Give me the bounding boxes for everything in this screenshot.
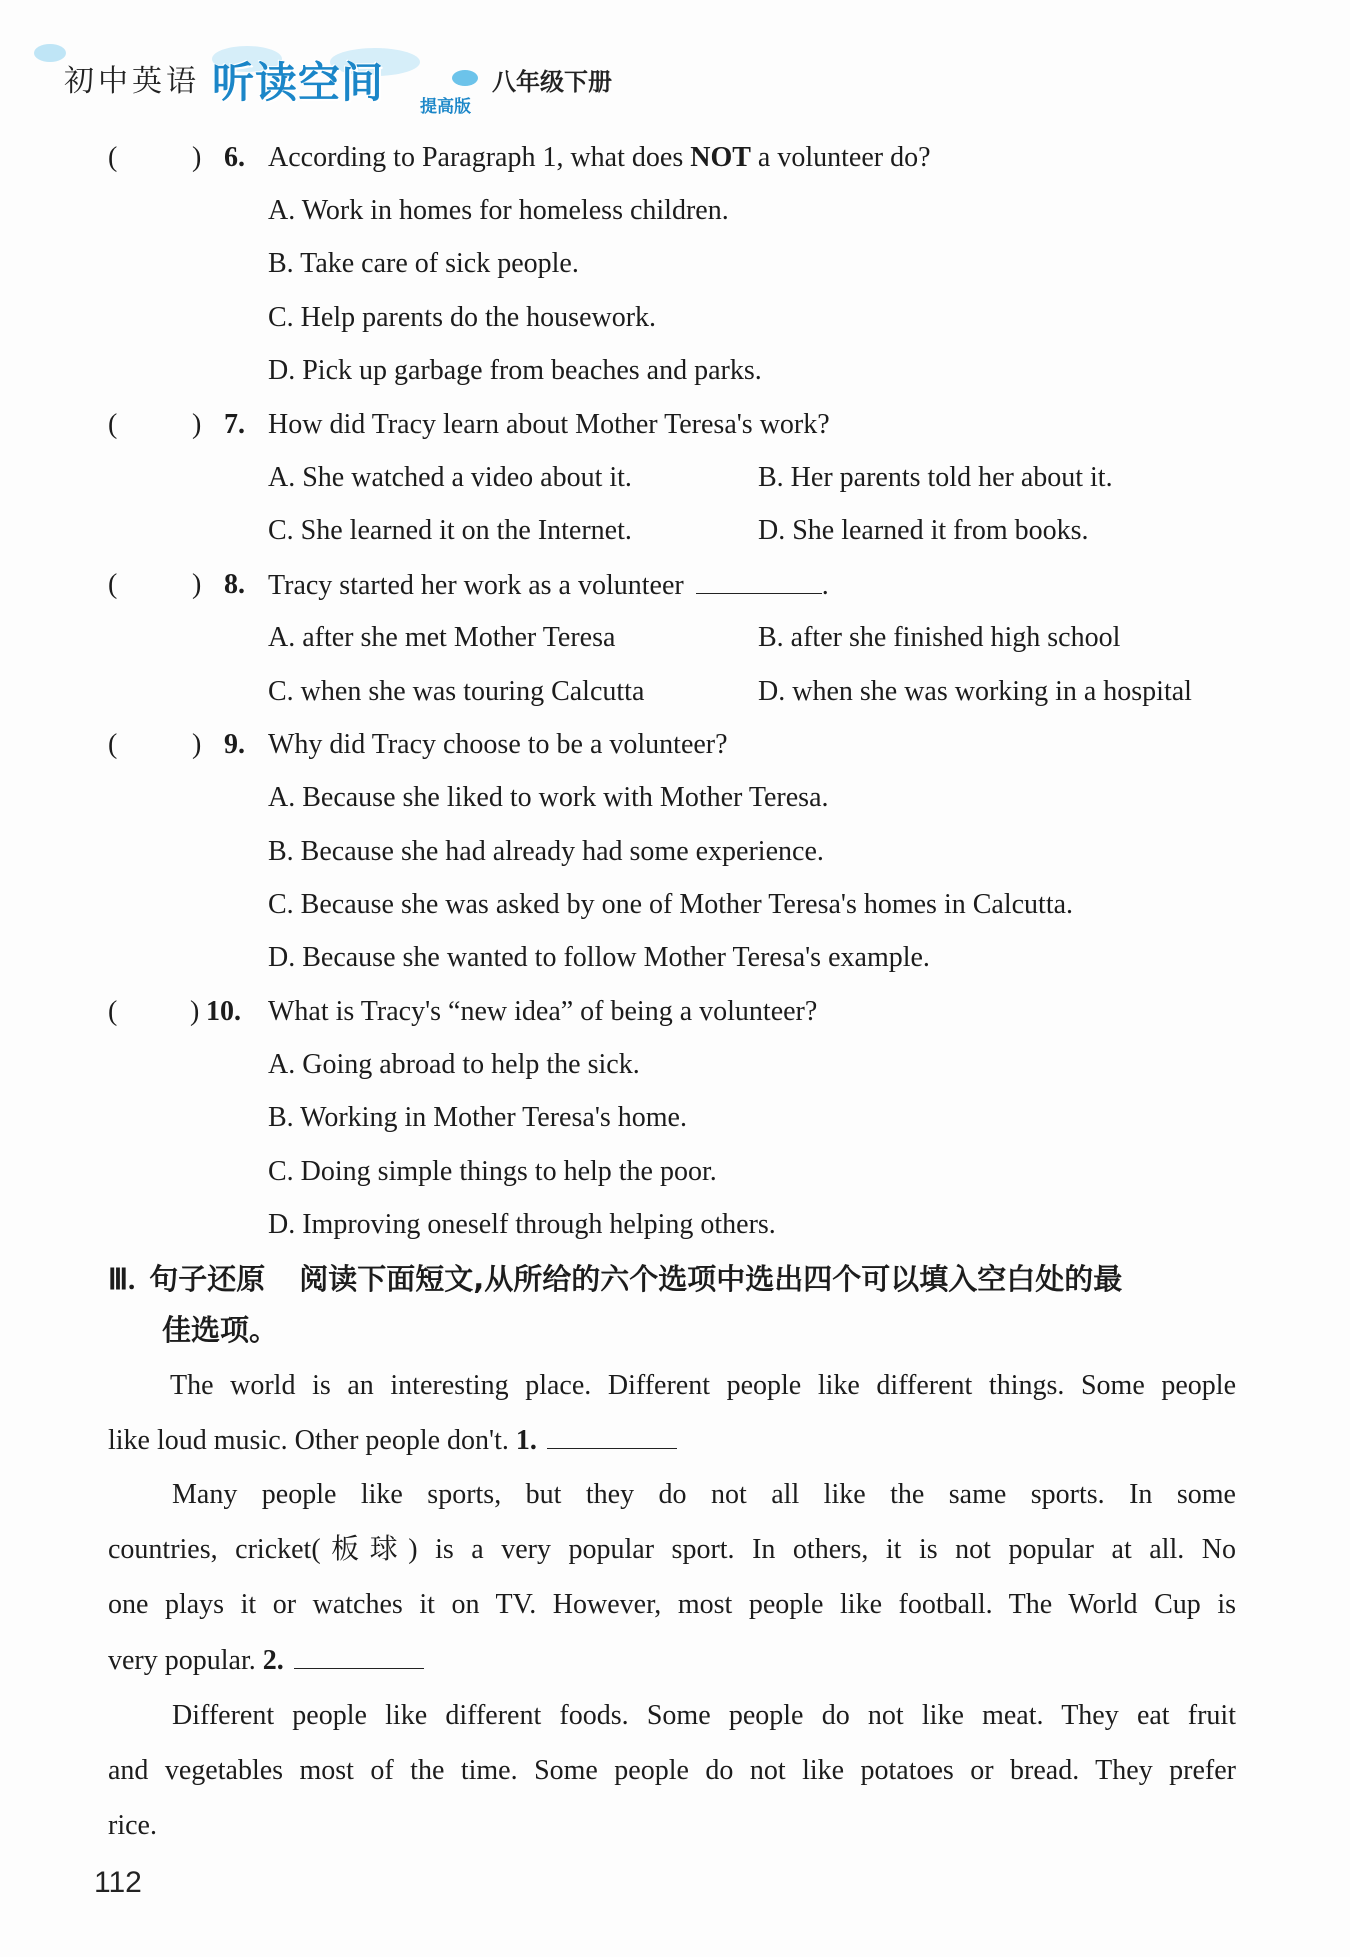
answer-paren-close: )	[192, 409, 202, 440]
section-instruction-continued: 佳选项。	[162, 1313, 279, 1347]
passage-line: rice.	[108, 1810, 157, 1841]
option-9b: B. Because she had already had some experience.	[268, 836, 824, 867]
passage-line: one plays it or watches it on TV. However, most people like football. The World Cup is	[108, 1589, 1236, 1620]
question-stem: How did Tracy learn about Mother Teresa's work?	[268, 409, 830, 440]
answer-paren-close: )	[192, 569, 202, 600]
question-stem: Why did Tracy choose to be a volunteer?	[268, 729, 728, 760]
book-grade-label: 八年级下册	[492, 68, 612, 96]
option-9a: A. Because she liked to work with Mother Teresa.	[268, 782, 829, 813]
option-8c: C. when she was touring Calcutta	[268, 676, 645, 707]
page-number: 112	[94, 1866, 142, 1899]
section-numeral: Ⅲ.	[108, 1264, 136, 1296]
question-stem: What is Tracy's “new idea” of being a volunteer?	[268, 996, 818, 1027]
option-6c: C. Help parents do the housework.	[268, 302, 657, 333]
answer-blank[interactable]	[696, 567, 822, 594]
question-number: 10.	[206, 996, 241, 1027]
section-3-heading	[108, 1252, 1248, 1307]
question-number: 6.	[224, 142, 245, 173]
answer-paren-open: (	[108, 729, 118, 760]
passage-line: very popular. 2.	[108, 1642, 424, 1679]
cloud-decoration-icon	[34, 44, 66, 62]
question-number: 9.	[224, 729, 245, 760]
answer-paren-close: )	[190, 996, 200, 1027]
blank-number: 2.	[262, 1645, 284, 1676]
option-6a: A. Work in homes for homeless children.	[268, 195, 729, 226]
option-7b: B. Her parents told her about it.	[758, 462, 1113, 493]
passage-line: Different people like different foods. Some people do not like meat. They eat fruit	[172, 1700, 1236, 1731]
option-7a: A. She watched a video about it.	[268, 462, 632, 493]
option-6b: B. Take care of sick people.	[268, 248, 579, 279]
page-header	[0, 0, 1350, 130]
section-instruction: 阅读下面短文,从所给的六个选项中选出四个可以填入空白处的最	[299, 1262, 1123, 1296]
book-series-prefix: 初中英语	[64, 64, 200, 99]
answer-paren-close: )	[192, 142, 202, 173]
cloud-decoration-icon	[452, 70, 478, 86]
question-stem: According to Paragraph 1, what does NOT a volunteer do?	[268, 142, 931, 173]
option-9d: D. Because she wanted to follow Mother Teresa's example.	[268, 942, 930, 973]
answer-paren-open: (	[108, 996, 118, 1027]
passage-line: Many people like sports, but they do not all like the same sports. In some	[172, 1479, 1236, 1510]
passage-line: The world is an interesting place. Different people like different things. Some people	[170, 1370, 1236, 1401]
option-8d: D. when she was working in a hospital	[758, 676, 1192, 707]
book-brand-title: 听读空间	[212, 58, 385, 107]
option-10b: B. Working in Mother Teresa's home.	[268, 1102, 687, 1133]
question-number: 8.	[224, 569, 245, 600]
question-stem: Tracy started her work as a volunteer .	[268, 567, 829, 604]
option-7d: D. She learned it from books.	[758, 515, 1089, 546]
passage-line: like loud music. Other people don't. 1.	[108, 1422, 677, 1459]
section-name: 句子还原	[149, 1262, 266, 1296]
answer-paren-open: (	[108, 409, 118, 440]
blank-number: 1.	[515, 1425, 537, 1456]
answer-blank-2[interactable]	[294, 1642, 424, 1669]
option-7c: C. She learned it on the Internet.	[268, 515, 632, 546]
answer-paren-close: )	[192, 729, 202, 760]
book-edition-label: 提高版	[420, 97, 471, 117]
option-9c: C. Because she was asked by one of Mother Teresa's homes in Calcutta.	[268, 889, 1074, 920]
option-8b: B. after she finished high school	[758, 622, 1121, 653]
option-8a: A. after she met Mother Teresa	[268, 622, 616, 653]
option-10c: C. Doing simple things to help the poor.	[268, 1156, 717, 1187]
option-6d: D. Pick up garbage from beaches and parks.	[268, 355, 762, 386]
answer-blank-1[interactable]	[547, 1422, 677, 1449]
passage-line: countries, cricket(板球) is a very popular sport. In others, it is not popular at all. No	[108, 1534, 1236, 1565]
answer-paren-open: (	[108, 142, 118, 173]
question-number: 7.	[224, 409, 245, 440]
option-10d: D. Improving oneself through helping others.	[268, 1209, 776, 1240]
option-10a: A. Going abroad to help the sick.	[268, 1049, 640, 1080]
answer-paren-open: (	[108, 569, 118, 600]
passage-line: and vegetables most of the time. Some people do not like potatoes or bread. They prefer	[108, 1755, 1236, 1786]
